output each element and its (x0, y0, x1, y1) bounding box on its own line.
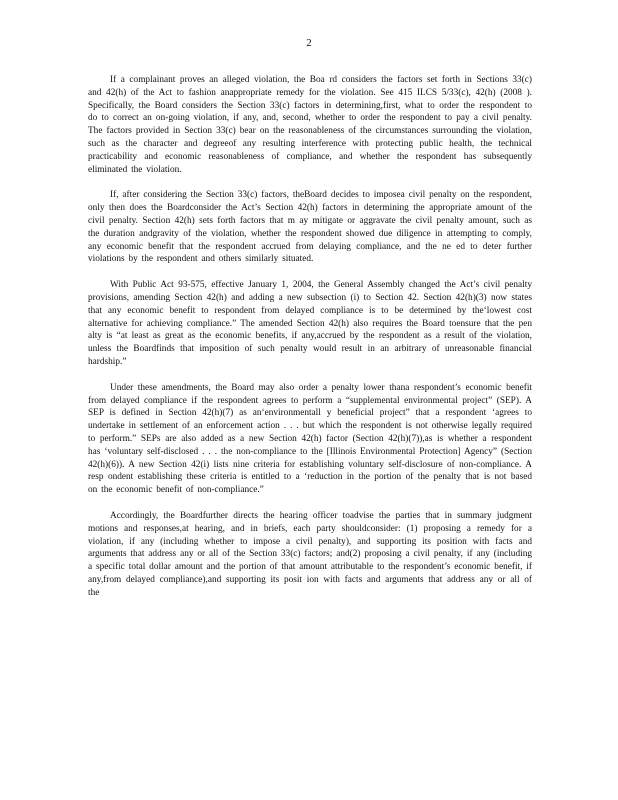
paragraph-hearing-officer: Accordingly, the Boardfurther directs the hearing officer toadvise the parties that in summary judgment motions and responses,at hearing, and in briefs, each party shouldconsider: (1) proposing a remedy for a violation, if any (including whether to impose a civil penalty), and supporting its position with facts and arguments that address any or all of the Section 33(c) factors; and(2) proposing a civil penalty, if any (including a specific total dollar amount and the portion of that amount attributable to the respondent’s economic benefit, if any,from delayed compliance),and supporting its posit ion with facts and arguments that address any or all of the (88, 510, 532, 598)
body-text (88, 74, 532, 599)
paragraph-public-act: With Public Act 93-575, effective January 1, 2004, the General Assembly changed the Act’s civil penalty provisions, amending Section 42(h) and adding a new subsection (i) to Section 42. Section 42(h)(3) now states that any economic benefit to respondent from delayed compliance is to be determined by the‘lowest cost alternative for achieving compliance.” The amended Section 42(h) also requires the Board toensure that the pen alty is “at least as great as the economic benefits, if any,accrued by the respondent as a result of the violation, unless the Boardfinds that imposition of such penalty would result in an arbitrary of unreasonable financial hardship.” (88, 280, 532, 367)
paragraph-civil-penalty: If, after considering the Section 33(c) factors, theBoard decides to imposea civil penalty on the respondent, only then does the Boardconsider the Act’s Section 42(h) factors in determining the appropriate amount of the civil penalty. Section 42(h) sets forth factors that m ay mitigate or aggravate the civil penalty amount, such as the duration andgravity of the violation, whether the respondent showed due diligence in attempting to comply, any economic benefit that the respondent accrued from delaying compliance, and the ne ed to deter further violations by the respondent and others similarly situated. (88, 190, 532, 265)
page-number: 2 (306, 37, 312, 49)
paragraph-remedy-factors: If a complainant proves an alleged violation, the Boa rd considers the factors set forth in Sections 33(c) and 42(h) of the Act to fashion anappropriate remedy for the violation. See 415 ILCS 5/33(c), 42(h) (2008 ). Specifically, the Board considers the Section 33(c) factors in determining,first, what to order the respondent to do to correct an on-going violation, if any, and, second, whether to order the respondent to pay a civil penalty. The factors provided in Section 33(c) bear on the reasonableness of the circumstances surrounding the violation, such as the character and degreeof any resulting interference with protecting public health, the technical practicability and economic reasonableness of compliance, and whether the respondent has subsequently eliminated the violation. (88, 75, 532, 175)
paragraph-sep: Under these amendments, the Board may also order a penalty lower thana respondent’s economic benefit from delayed compliance if the respondent agrees to perform a “supplemental environmental project” (SEP). A SEP is defined in Section 42(h)(7) as an‘environmentall y beneficial project” that a respondent ‘agrees to undertake in settlement of an enforcement action . . . but which the respondent is not otherwise legally required to perform.” SEPs are also added as a new Section 42(h) factor (Section 42(h)(7)),as is whether a respondent has ‘voluntary self-disclosed . . . the non-compliance to the [Illinois Environmental Protection] Agency” (Section 42(h)(6)). A new Section 42(i) lists nine criteria for establishing voluntary self-disclosure of non-compliance. A resp ondent establishing these criteria is entitled to a ‘reduction in the portion of the penalty that is not based on the economic benefit of non-compliance.” (88, 382, 532, 496)
